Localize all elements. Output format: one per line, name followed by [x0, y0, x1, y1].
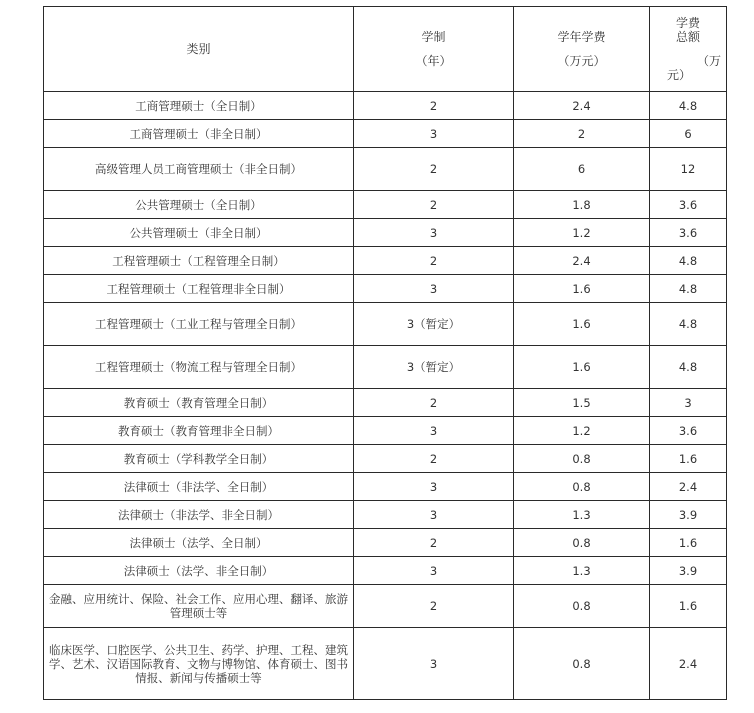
cell-duration: 2: [354, 445, 514, 473]
cell-total-fee: 3.6: [650, 191, 727, 219]
cell-annual-fee: 1.6: [514, 346, 650, 389]
table-row: [44, 247, 727, 275]
table-row: [44, 120, 727, 148]
cell-category: 教育硕士（学科教学全日制）: [44, 445, 354, 473]
cell-total-fee: 12: [650, 148, 727, 191]
header-total-fee-line1: 学费: [675, 16, 700, 30]
cell-category: 工程管理硕士（工程管理全日制）: [44, 247, 354, 275]
header-annual-fee-line2: （万元）: [557, 54, 606, 68]
cell-total-fee: 4.8: [650, 247, 727, 275]
cell-total-fee: 3.6: [650, 417, 727, 445]
table-row: [44, 219, 727, 247]
table-row: [44, 585, 727, 628]
cell-duration: 2: [354, 529, 514, 557]
cell-annual-fee: 2.4: [514, 92, 650, 120]
cell-duration: 3: [354, 557, 514, 585]
cell-duration: 3: [354, 417, 514, 445]
table-header-row: [44, 7, 727, 92]
table-row: [44, 473, 727, 501]
cell-annual-fee: 6: [514, 148, 650, 191]
cell-annual-fee: 2.4: [514, 247, 650, 275]
header-annual-fee-line1: 学年学费: [557, 30, 606, 44]
cell-total-fee: 2.4: [650, 628, 727, 700]
table-row: [44, 275, 727, 303]
cell-duration: 3: [354, 219, 514, 247]
table-row: [44, 557, 727, 585]
cell-annual-fee: 0.8: [514, 585, 650, 628]
cell-annual-fee: 1.3: [514, 501, 650, 529]
cell-annual-fee: 0.8: [514, 473, 650, 501]
cell-category: 教育硕士（教育管理全日制）: [44, 389, 354, 417]
cell-total-fee: 2.4: [650, 473, 727, 501]
cell-duration: 2: [354, 247, 514, 275]
cell-duration: 3: [354, 275, 514, 303]
cell-total-fee: 1.6: [650, 585, 727, 628]
cell-total-fee: 3.9: [650, 557, 727, 585]
cell-total-fee: 4.8: [650, 92, 727, 120]
cell-category: 工程管理硕士（工业工程与管理全日制）: [44, 303, 354, 346]
header-annual-fee: [514, 7, 650, 92]
cell-duration: 3: [354, 628, 514, 700]
cell-annual-fee: 1.6: [514, 275, 650, 303]
cell-duration: 3: [354, 501, 514, 529]
cell-annual-fee: 2: [514, 120, 650, 148]
header-total-fee-line3: （万: [696, 54, 721, 68]
cell-annual-fee: 0.8: [514, 445, 650, 473]
table-row: [44, 501, 727, 529]
cell-total-fee: 1.6: [650, 529, 727, 557]
cell-category: 工商管理硕士（全日制）: [44, 92, 354, 120]
tuition-table: [43, 6, 727, 700]
cell-annual-fee: 1.3: [514, 557, 650, 585]
cell-category: 高级管理人员工商管理硕士（非全日制）: [44, 148, 354, 191]
table-row: [44, 417, 727, 445]
cell-category: 法律硕士（法学、非全日制）: [44, 557, 354, 585]
cell-category: 法律硕士（非法学、全日制）: [44, 473, 354, 501]
cell-total-fee: 3.9: [650, 501, 727, 529]
header-duration: [354, 7, 514, 92]
header-category: [44, 7, 354, 92]
cell-annual-fee: 1.5: [514, 389, 650, 417]
cell-category: 教育硕士（教育管理非全日制）: [44, 417, 354, 445]
cell-category: 法律硕士（法学、全日制）: [44, 529, 354, 557]
cell-annual-fee: 1.2: [514, 417, 650, 445]
cell-category: 公共管理硕士（非全日制）: [44, 219, 354, 247]
cell-total-fee: 4.8: [650, 303, 727, 346]
cell-duration: 2: [354, 92, 514, 120]
cell-duration: 3（暂定）: [354, 303, 514, 346]
header-category-label: 类别: [186, 42, 211, 56]
cell-total-fee: 4.8: [650, 275, 727, 303]
cell-category: 工程管理硕士（工程管理非全日制）: [44, 275, 354, 303]
header-total-fee-line4: 元）: [667, 68, 692, 82]
cell-category: 金融、应用统计、保险、社会工作、应用心理、翻译、旅游管理硕士等: [44, 585, 354, 628]
cell-duration: 2: [354, 585, 514, 628]
table-row: [44, 303, 727, 346]
cell-duration: 3: [354, 473, 514, 501]
cell-annual-fee: 1.2: [514, 219, 650, 247]
table-row: [44, 191, 727, 219]
cell-duration: 2: [354, 191, 514, 219]
cell-category: 公共管理硕士（全日制）: [44, 191, 354, 219]
header-total-fee: [650, 7, 727, 92]
cell-category: 工商管理硕士（非全日制）: [44, 120, 354, 148]
cell-total-fee: 3: [650, 389, 727, 417]
table-row: [44, 346, 727, 389]
cell-total-fee: 4.8: [650, 346, 727, 389]
cell-total-fee: 3.6: [650, 219, 727, 247]
header-duration-line2: （年）: [415, 54, 452, 68]
cell-category: 法律硕士（非法学、非全日制）: [44, 501, 354, 529]
table-row: [44, 445, 727, 473]
table-row: [44, 628, 727, 700]
cell-annual-fee: 0.8: [514, 628, 650, 700]
cell-annual-fee: 0.8: [514, 529, 650, 557]
cell-annual-fee: 1.8: [514, 191, 650, 219]
cell-category: 工程管理硕士（物流工程与管理全日制）: [44, 346, 354, 389]
table-row: [44, 148, 727, 191]
table-row: [44, 92, 727, 120]
cell-duration: 3（暂定）: [354, 346, 514, 389]
header-total-fee-line2: 总额: [675, 30, 700, 44]
cell-duration: 3: [354, 120, 514, 148]
cell-total-fee: 6: [650, 120, 727, 148]
cell-category: 临床医学、口腔医学、公共卫生、药学、护理、工程、建筑学、艺术、汉语国际教育、文物与博物馆、体育硕士、图书情报、新闻与传播硕士等: [44, 628, 354, 700]
cell-duration: 2: [354, 389, 514, 417]
cell-annual-fee: 1.6: [514, 303, 650, 346]
table-row: [44, 529, 727, 557]
cell-duration: 2: [354, 148, 514, 191]
header-duration-line1: 学制: [421, 30, 446, 44]
table-row: [44, 389, 727, 417]
cell-total-fee: 1.6: [650, 445, 727, 473]
